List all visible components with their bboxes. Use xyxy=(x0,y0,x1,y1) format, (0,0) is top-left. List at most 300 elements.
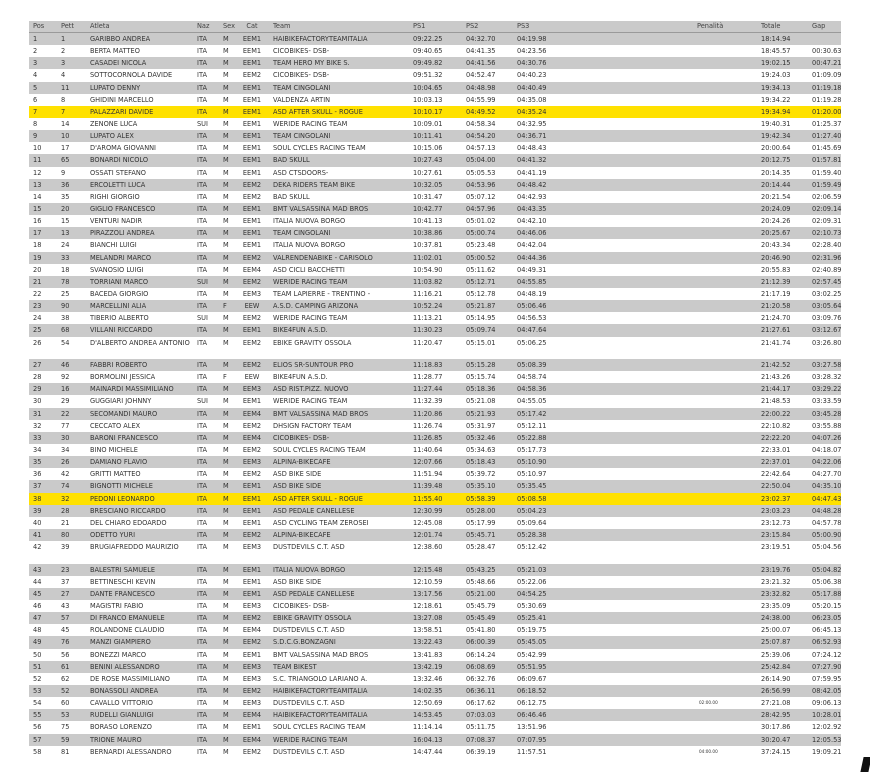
cell-ps3: 05:42.99 xyxy=(517,650,547,659)
cell-totale: 19:34.13 xyxy=(761,83,791,92)
cell-pos: 17 xyxy=(33,229,42,238)
cell-ps2: 04:49.52 xyxy=(466,107,496,116)
table-row xyxy=(29,359,841,371)
cell-pett: 43 xyxy=(61,602,70,611)
cell-naz: ITA xyxy=(197,674,207,683)
cell-ps2: 05:32.46 xyxy=(466,433,496,442)
cell-totale: 21:42.52 xyxy=(761,361,791,370)
cell-gap: 02:09.14 xyxy=(812,204,842,213)
cell-ps3: 05:06.46 xyxy=(517,302,547,311)
cell-pos: 7 xyxy=(33,107,38,116)
cell-ps3: 04:36.71 xyxy=(517,132,547,141)
cell-ps1: 10:09.01 xyxy=(413,119,443,128)
cell-naz: ITA xyxy=(197,83,207,92)
cell-ps2: 05:07.12 xyxy=(466,192,496,201)
cell-cat: EEM2 xyxy=(242,71,262,80)
cell-pos: 55 xyxy=(33,711,42,720)
cell-team: ITALIA NUOVA BORGO xyxy=(273,565,346,574)
cell-ps2: 05:48.66 xyxy=(466,577,496,586)
cell-pett: 36 xyxy=(61,180,70,189)
cell-cat: EEM2 xyxy=(242,747,262,756)
cell-ps1: 13:41.83 xyxy=(413,650,443,659)
cell-naz: ITA xyxy=(197,735,207,744)
cell-totale: 21:27.61 xyxy=(761,326,791,335)
cell-ps1: 12:30.99 xyxy=(413,506,443,515)
cell-naz: ITA xyxy=(197,385,207,394)
cell-team: S.C. TRIANGOLO LARIANO A. xyxy=(273,674,368,683)
cell-team: ALPINA-BIKECAFE xyxy=(273,458,331,467)
cell-pett: 37 xyxy=(61,577,70,586)
cell-atleta: TORRIANI MARCO xyxy=(90,277,149,286)
cell-totale: 19:42.34 xyxy=(761,132,791,141)
cell-ps1: 09:40.65 xyxy=(413,47,443,56)
cell-atleta: SOTTOCORNOLA DAVIDE xyxy=(90,71,173,80)
cell-pett: 27 xyxy=(61,589,70,598)
cell-pos: 29 xyxy=(33,385,42,394)
cell-ps1: 13:42.19 xyxy=(413,662,443,671)
cell-atleta: GHIDINI MARCELLO xyxy=(90,95,154,104)
cell-team: ASD CICLI BACCHETTI xyxy=(273,265,345,274)
cell-pos: 56 xyxy=(33,723,42,732)
table-row xyxy=(29,420,841,432)
cell-gap: 02:09.31 xyxy=(812,217,842,226)
cell-naz: ITA xyxy=(197,506,207,515)
table-row xyxy=(29,82,841,94)
cell-gap: 01:57.81 xyxy=(812,156,842,165)
results-table xyxy=(29,21,841,758)
cell-sex: M xyxy=(223,326,229,335)
cell-team: ASD BIKE SIDE xyxy=(273,577,322,586)
table-row xyxy=(29,191,841,203)
cell-atleta: OSSATI STEFANO xyxy=(90,168,146,177)
cell-atleta: BALESTRI SAMUELE xyxy=(90,565,156,574)
cell-cat: EEM1 xyxy=(242,35,262,43)
cell-ps2: 04:55.99 xyxy=(466,95,496,104)
cell-ps2: 06:17.62 xyxy=(466,699,496,708)
table-row xyxy=(29,529,841,541)
cell-ps1: 11:32.39 xyxy=(413,397,443,406)
table-row xyxy=(29,94,841,106)
cell-ps2: 05:21.08 xyxy=(466,397,496,406)
cell-pett: 23 xyxy=(61,565,70,574)
cell-gap: 03:12.67 xyxy=(812,326,842,335)
cell-cat: EEM2 xyxy=(242,530,262,539)
cell-ps1: 10:03.13 xyxy=(413,95,443,104)
cell-sex: M xyxy=(223,385,229,394)
cell-team: CICOBIKES- DSB- xyxy=(273,602,330,611)
cell-ps3: 04:54.25 xyxy=(517,589,547,598)
cell-totale: 23:15.84 xyxy=(761,530,791,539)
cell-team: BAD SKULL xyxy=(273,156,310,165)
cell-pos: 23 xyxy=(33,302,42,311)
cell-gap: 06:23.05 xyxy=(812,614,842,623)
cell-ps1: 11:55.40 xyxy=(413,494,443,503)
cell-ps2: 05:15.28 xyxy=(466,361,496,370)
cell-naz: ITA xyxy=(197,373,207,382)
table-row xyxy=(29,564,841,576)
cell-ps1: 11:27.44 xyxy=(413,385,443,394)
cell-ps3: 05:22.06 xyxy=(517,577,547,586)
cell-ps3: 05:45.05 xyxy=(517,638,547,647)
cell-cat: EEM1 xyxy=(242,59,262,68)
cell-pett: 78 xyxy=(61,277,70,286)
cell-ps3: 05:19.75 xyxy=(517,626,547,635)
cell-naz: SUI xyxy=(197,397,208,406)
cell-ps3: 05:35.45 xyxy=(517,482,547,491)
cell-gap: 03:28.32 xyxy=(812,373,842,382)
cell-ps2: 04:57.13 xyxy=(466,144,496,153)
cell-ps1: 14:47.44 xyxy=(413,747,443,756)
cell-pett: 8 xyxy=(61,95,66,104)
cell-ps1: 12:10.59 xyxy=(413,577,443,586)
cell-gap: 04:35.10 xyxy=(812,482,842,491)
cell-naz: ITA xyxy=(197,409,207,418)
cell-ps2: 05:21.93 xyxy=(466,409,496,418)
cell-ps1: 11:13.21 xyxy=(413,314,443,323)
cell-gap: 03:55.88 xyxy=(812,421,842,430)
cell-naz: ITA xyxy=(197,470,207,479)
cell-ps3: 04:48.42 xyxy=(517,180,547,189)
cell-pett: 10 xyxy=(61,132,70,141)
cell-naz: ITA xyxy=(197,35,207,43)
cell-sex: M xyxy=(223,204,229,213)
cell-team: VALRENDENABIKE - CARISOLO xyxy=(273,253,373,262)
header-pos: Pos xyxy=(33,22,45,30)
cell-ps3: 05:08.39 xyxy=(517,361,547,370)
cell-ps1: 10:37.81 xyxy=(413,241,443,250)
cell-totale: 21:43.26 xyxy=(761,373,791,382)
cell-naz: SUI xyxy=(197,119,208,128)
cell-atleta: PEDONI LEONARDO xyxy=(90,494,155,503)
cell-team: TEAM LAPIERRE - TRENTINO - xyxy=(273,289,371,298)
cell-naz: ITA xyxy=(197,289,207,298)
cell-ps3: 04:42.04 xyxy=(517,241,547,250)
cell-pos: 26 xyxy=(33,338,42,347)
cell-pos: 39 xyxy=(33,506,42,515)
cell-gap: 19:09.21 xyxy=(812,747,842,756)
cell-totale: 20:12.75 xyxy=(761,156,791,165)
cell-ps1: 09:49.82 xyxy=(413,59,443,68)
cell-pos: 35 xyxy=(33,458,42,467)
cell-totale: 23:35.09 xyxy=(761,602,791,611)
cell-ps1: 10:10.17 xyxy=(413,107,443,116)
table-row xyxy=(29,541,841,564)
cell-totale: 30:17.86 xyxy=(761,723,791,732)
cell-cat: EEM4 xyxy=(242,735,262,744)
cell-ps3: 04:58.36 xyxy=(517,385,547,394)
table-row xyxy=(29,395,841,407)
cell-ps1: 12:45.08 xyxy=(413,518,443,527)
cell-naz: ITA xyxy=(197,217,207,226)
cell-pos: 18 xyxy=(33,241,42,250)
cell-pos: 11 xyxy=(33,156,42,165)
cell-gap: 07:27.90 xyxy=(812,662,842,671)
cell-totale: 19:34.94 xyxy=(761,107,791,116)
header-naz: Naz xyxy=(197,22,210,30)
cell-sex: M xyxy=(223,180,229,189)
cell-ps2: 05:12.71 xyxy=(466,277,496,286)
table-row xyxy=(29,624,841,636)
cell-sex: M xyxy=(223,338,229,347)
cell-gap: 03:02.25 xyxy=(812,289,842,298)
cell-totale: 27:21.08 xyxy=(761,699,791,708)
table-row xyxy=(29,408,841,420)
cell-team: WERIDE RACING TEAM xyxy=(273,119,348,128)
cell-gap: 03:09.76 xyxy=(812,314,842,323)
table-row xyxy=(29,734,841,746)
cell-totale: 18:45.57 xyxy=(761,47,791,56)
cell-naz: ITA xyxy=(197,626,207,635)
cell-team: ASD CTSDOORS- xyxy=(273,168,329,177)
table-row xyxy=(29,600,841,612)
cell-ps3: 05:12.11 xyxy=(517,421,547,430)
header-ps2: PS2 xyxy=(466,22,479,30)
cell-atleta: LUPATO ALEX xyxy=(90,132,134,141)
cell-atleta: GARIBBO ANDREA xyxy=(90,35,151,43)
cell-totale: 20:14.35 xyxy=(761,168,791,177)
cell-team: WERIDE RACING TEAM xyxy=(273,735,348,744)
cell-team: DUSTDEVILS C.T. ASD xyxy=(273,699,345,708)
cell-ps1: 11:14.14 xyxy=(413,723,443,732)
cell-ps1: 11:18.83 xyxy=(413,361,443,370)
cell-gap: 05:06.38 xyxy=(812,577,842,586)
cell-pos: 30 xyxy=(33,397,42,406)
cell-ps1: 13:27.08 xyxy=(413,614,443,623)
cell-naz: ITA xyxy=(197,59,207,68)
cell-pett: 28 xyxy=(61,506,70,515)
cell-pett: 56 xyxy=(61,650,70,659)
cell-team: WERIDE RACING TEAM xyxy=(273,314,348,323)
cell-ps1: 11:20.86 xyxy=(413,409,443,418)
cell-ps3: 04:23.56 xyxy=(517,47,547,56)
cell-sex: M xyxy=(223,577,229,586)
cell-gap: 01:20.00 xyxy=(812,107,842,116)
cell-pett: 11 xyxy=(61,83,70,92)
cell-pett: 75 xyxy=(61,723,70,732)
cell-atleta: CECCATO ALEX xyxy=(90,421,141,430)
header-penalita: Penalità xyxy=(697,22,724,30)
cell-ps2: 05:00.74 xyxy=(466,229,496,238)
cell-sex: M xyxy=(223,314,229,323)
cell-atleta: ODETTO YURI xyxy=(90,530,136,539)
cell-atleta: BONASSOLI ANDREA xyxy=(90,687,159,696)
cell-team: WERIDE RACING TEAM xyxy=(273,397,348,406)
cell-ps3: 04:48.43 xyxy=(517,144,547,153)
cell-gap: 12:05.53 xyxy=(812,735,842,744)
cell-pos: 41 xyxy=(33,530,42,539)
cell-team: ELIOS SR-SUNTOUR PRO xyxy=(273,361,354,370)
table-row xyxy=(29,215,841,227)
cell-ps3: 04:19.98 xyxy=(517,35,547,43)
cell-atleta: D'AROMA GIOVANNI xyxy=(90,144,157,153)
table-row xyxy=(29,697,841,709)
cell-ps1: 11:26.85 xyxy=(413,433,443,442)
cell-cat: EEM2 xyxy=(242,180,262,189)
cell-ps2: 05:14.95 xyxy=(466,314,496,323)
cell-ps1: 14:02.35 xyxy=(413,687,443,696)
cell-team: TEAM BIKEST xyxy=(273,662,317,671)
cell-ps1: 11:03.82 xyxy=(413,277,443,286)
cell-cat: EEM2 xyxy=(242,446,262,454)
table-row xyxy=(29,45,841,57)
cell-ps3: 04:30.76 xyxy=(517,59,547,68)
cell-atleta: BENINI ALESSANDRO xyxy=(90,662,160,671)
cell-ps1: 11:51.94 xyxy=(413,470,443,479)
header-totale: Totale xyxy=(761,22,781,30)
cell-totale: 21:44.17 xyxy=(761,385,791,394)
cell-totale: 20:00.64 xyxy=(761,144,791,153)
cell-ps2: 05:11.62 xyxy=(466,265,496,274)
cell-naz: ITA xyxy=(197,168,207,177)
cell-pett: 26 xyxy=(61,458,70,467)
cell-totale: 22:50.04 xyxy=(761,482,791,491)
cell-team: A.S.D. CAMPING ARIZONA xyxy=(273,302,359,311)
cell-cat: EEM1 xyxy=(242,168,262,177)
cell-naz: ITA xyxy=(197,747,207,756)
cell-totale: 22:42.64 xyxy=(761,470,791,479)
cell-ps2: 06:36.11 xyxy=(466,687,496,696)
cell-cat: EEM1 xyxy=(242,577,262,586)
table-header xyxy=(29,21,841,33)
cell-ps3: 06:46.46 xyxy=(517,711,547,720)
cell-team: DEKA RIDERS TEAM BIKE xyxy=(273,180,356,189)
cell-ps1: 10:42.77 xyxy=(413,204,443,213)
cell-ps2: 05:34.63 xyxy=(466,446,496,454)
cell-atleta: ROLANDONE CLAUDIO xyxy=(90,626,165,635)
cell-ps3: 05:22.88 xyxy=(517,433,547,442)
cell-sex: M xyxy=(223,589,229,598)
header-gap: Gap xyxy=(812,22,826,30)
cell-gap: 10:28.01 xyxy=(812,711,842,720)
cell-sex: M xyxy=(223,47,229,56)
cell-ps2: 05:04.00 xyxy=(466,156,496,165)
cell-naz: ITA xyxy=(197,180,207,189)
cell-gap: 12:02.92 xyxy=(812,723,842,732)
table-row xyxy=(29,179,841,191)
cell-cat: EEM1 xyxy=(242,650,262,659)
cell-atleta: FABBRI ROBERTO xyxy=(90,361,148,370)
cell-cat: EEM3 xyxy=(242,289,262,298)
header-cat: Cat xyxy=(246,22,258,30)
cell-pett: 42 xyxy=(61,470,70,479)
cell-cat: EEM3 xyxy=(242,699,262,708)
cell-sex: M xyxy=(223,35,229,43)
cell-ps3: 04:55.05 xyxy=(517,397,547,406)
cell-cat: EEM2 xyxy=(242,192,262,201)
cell-pos: 45 xyxy=(33,589,42,598)
cell-gap: 03:33.59 xyxy=(812,397,842,406)
cell-naz: ITA xyxy=(197,446,207,454)
cell-sex: M xyxy=(223,711,229,720)
cell-naz: ITA xyxy=(197,47,207,56)
cell-team: BAD SKULL xyxy=(273,192,310,201)
cell-pett: 20 xyxy=(61,204,70,213)
cell-team: S.D.C.G.BONZAGNI xyxy=(273,638,336,647)
cell-gap: 07:59.95 xyxy=(812,674,842,683)
cell-gap: 00:30.63 xyxy=(812,47,842,56)
cell-sex: F xyxy=(223,373,227,382)
cell-totale: 22:00.22 xyxy=(761,409,791,418)
cell-pett: 45 xyxy=(61,626,70,635)
cell-cat: EEM1 xyxy=(242,83,262,92)
cell-sex: M xyxy=(223,747,229,756)
cell-naz: ITA xyxy=(197,602,207,611)
cell-ps2: 05:15.01 xyxy=(466,338,496,347)
cell-naz: ITA xyxy=(197,530,207,539)
cell-ps1: 16:04.13 xyxy=(413,735,443,744)
cell-pos: 4 xyxy=(33,71,38,80)
cell-totale: 23:21.32 xyxy=(761,577,791,586)
cell-atleta: SVANOSIO LUIGI xyxy=(90,265,144,274)
cell-cat: EEM1 xyxy=(242,156,262,165)
cell-totale: 28:42.95 xyxy=(761,711,791,720)
cell-naz: ITA xyxy=(197,71,207,80)
cell-atleta: D'ALBERTO ANDREA ANTONIO xyxy=(90,338,190,347)
cell-naz: ITA xyxy=(197,494,207,503)
table-row xyxy=(29,661,841,673)
cell-totale: 20:24.26 xyxy=(761,217,791,226)
table-row-highlighted xyxy=(29,106,841,118)
cell-sex: M xyxy=(223,289,229,298)
cell-cat: EEM1 xyxy=(242,95,262,104)
cell-ps3: 04:55.85 xyxy=(517,277,547,286)
cell-cat: EEM1 xyxy=(242,494,262,503)
cell-pett: 59 xyxy=(61,735,70,744)
cell-pos: 40 xyxy=(33,518,42,527)
cell-cat: EEM2 xyxy=(242,687,262,696)
cell-team: ASD PEDALE CANELLESE xyxy=(273,589,355,598)
cell-team: EBIKE GRAVITY OSSOLA xyxy=(273,614,352,623)
cell-atleta: VILLANI RICCARDO xyxy=(90,326,153,335)
cell-team: BMT VALSASSINA MAD BROS xyxy=(273,650,369,659)
cell-ps2: 07:08.37 xyxy=(466,735,496,744)
cell-ps2: 05:15.74 xyxy=(466,373,496,382)
cell-atleta: MAGISTRI FABIO xyxy=(90,602,144,611)
cell-ps2: 05:28.00 xyxy=(466,506,496,515)
cell-sex: M xyxy=(223,277,229,286)
table-row xyxy=(29,252,841,264)
cell-pett: 25 xyxy=(61,289,70,298)
cell-ps2: 05:41.80 xyxy=(466,626,496,635)
cell-ps1: 11:39.48 xyxy=(413,482,443,491)
cell-naz: ITA xyxy=(197,638,207,647)
cell-cat: EEM1 xyxy=(242,723,262,732)
table-row xyxy=(29,576,841,588)
cell-pos: 37 xyxy=(33,482,42,491)
cell-pett: 33 xyxy=(61,253,70,262)
cell-pos: 27 xyxy=(33,361,42,370)
cell-pett: 74 xyxy=(61,482,70,491)
cell-atleta: MELANDRI MARCO xyxy=(90,253,152,262)
cell-gap: 03:29.22 xyxy=(812,385,842,394)
cell-ps3: 11:57.51 xyxy=(517,747,547,756)
cell-ps1: 12:38.60 xyxy=(413,543,443,552)
cell-gap: 09:06.13 xyxy=(812,699,842,708)
cell-ps2: 04:52.47 xyxy=(466,71,496,80)
cell-sex: M xyxy=(223,506,229,515)
cell-gap: 00:47.21 xyxy=(812,59,842,68)
cell-cat: EEM3 xyxy=(242,662,262,671)
cell-pett: 62 xyxy=(61,674,70,683)
cell-team: ITALIA NUOVA BORGO xyxy=(273,241,346,250)
cell-sex: M xyxy=(223,482,229,491)
cell-cat: EEM1 xyxy=(242,119,262,128)
cell-pett: 54 xyxy=(61,338,70,347)
cell-cat: EEM3 xyxy=(242,458,262,467)
cell-atleta: MARCELLINI ALIA xyxy=(90,302,147,311)
cell-atleta: TIBERIO ALBERTO xyxy=(90,314,149,323)
cell-totale: 22:22.20 xyxy=(761,433,791,442)
